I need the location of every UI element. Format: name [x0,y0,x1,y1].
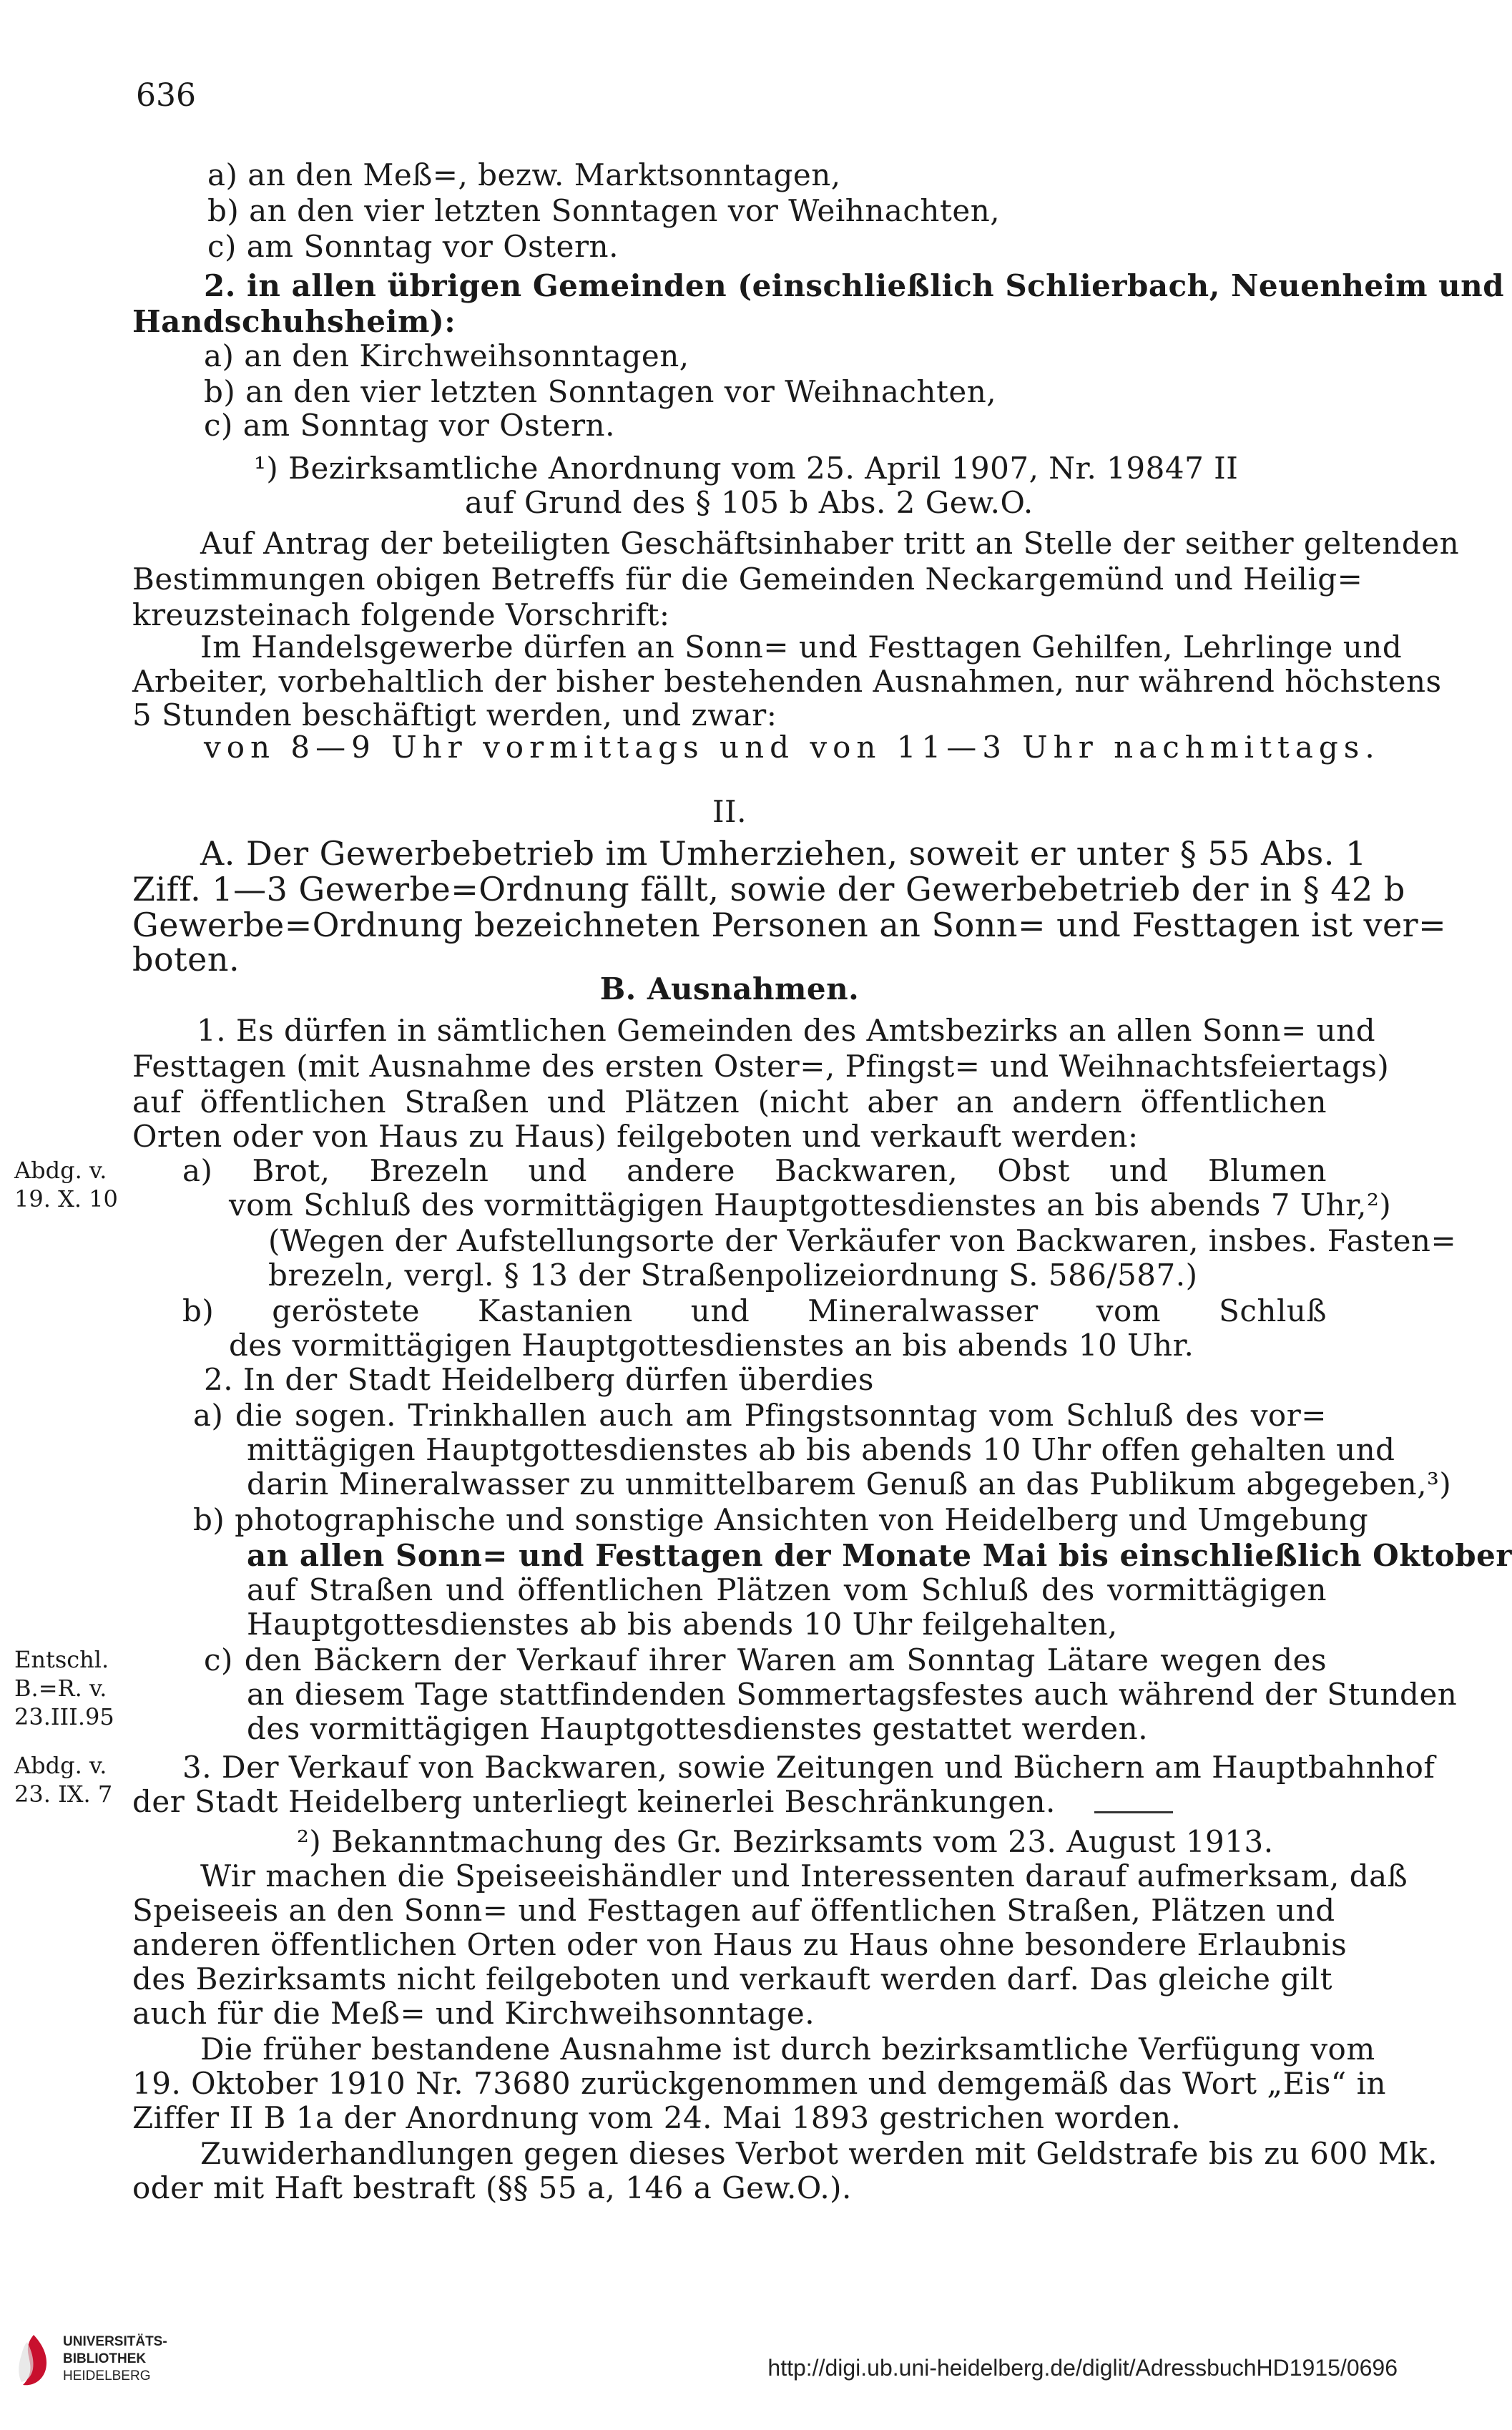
text-line: anderen öffentlichen Orten oder von Haus zu Haus ohne besondere Erlaubnis [132,1927,1347,1962]
text-line: 3. Der Verkauf von Backwaren, sowie Zeitungen und Büchern am Hauptbahnhof [182,1750,1435,1785]
text-line: Zuwiderhandlungen gegen dieses Verbot werden mit Geldstrafe bis zu 600 Mk. [200,2136,1438,2171]
text-line: 1. Es dürfen in sämtlichen Gemeinden des Amtsbezirks an allen Sonn= und [197,1013,1376,1048]
text-line: (Wegen der Aufstellungsorte der Verkäufer von Backwaren, insbes. Fasten= [268,1223,1457,1258]
text-line: Ziff. 1—3 Gewerbe=Ordnung fällt, sowie der Gewerbebetrieb der in § 42 b [132,870,1405,908]
text-line: kreuzsteinach folgende Vorschrift: [132,597,670,632]
margin-note [14,1751,112,1808]
text-line: auch für die Meß= und Kirchweihsonntage. [132,1996,815,2031]
text-line: Speiseeis an den Sonn= und Festtagen auf öffentlichen Straßen, Plätzen und [132,1893,1335,1928]
text-line: oder mit Haft bestraft (§§ 55 a, 146 a Gew.O.). [132,2170,852,2205]
text-line: Gewerbe=Ordnung bezeichneten Personen an Sonn= und Festtagen ist ver= [132,906,1447,944]
margin-note-line: Entschl. [14,1646,109,1673]
subsection-heading: B. Ausnahmen. [599,971,860,1006]
text-line: a) an den Meß=, bezw. Marktsonntagen, [207,157,841,192]
margin-note-line: Abdg. v. [14,1752,107,1779]
text-line: b) an den vier letzten Sonntagen vor Weihnachten, [204,374,997,409]
source-url-link[interactable]: http://digi.ub.uni-heidelberg.de/diglit/AdressbuchHD1915/0696 [767,2355,1398,2381]
library-name-line: HEIDELBERG [63,2368,151,2384]
text-line: brezeln, vergl. § 13 der Straßenpolizeiordnung S. 586/587.) [268,1258,1198,1293]
text-line: c) am Sonntag vor Ostern. [204,408,615,443]
margin-note-line: 19. X. 10 [14,1185,118,1212]
text-line: b) an den vier letzten Sonntagen vor Weihnachten, [207,193,1001,228]
text-line: Hauptgottesdienstes ab bis abends 10 Uhr feilgehalten, [247,1607,1118,1642]
text-line: an diesem Tage stattfindenden Sommertagsfestes auch während der Stunden [247,1677,1458,1712]
text-line: mittägigen Hauptgottesdienstes ab bis abends 10 Uhr offen gehalten und [247,1432,1395,1467]
text-line: b) photographische und sonstige Ansichten von Heidelberg und Umgebung [193,1502,1369,1537]
text-line: auf Straßen und öffentlichen Plätzen vom Schluß des vormittägigen [247,1572,1327,1607]
section-heading: II. [712,794,747,829]
text-line: der Stadt Heidelberg unterliegt keinerlei Beschränkungen. [132,1784,1056,1819]
text-line: vom Schluß des vormittägigen Hauptgottesdienstes an bis abends 7 Uhr,²) [229,1187,1392,1223]
text-line: a) die sogen. Trinkhallen auch am Pfingstsonntag vom Schluß des vor= [193,1398,1327,1433]
text-line: des vormittägigen Hauptgottesdienstes an bis abends 10 Uhr. [229,1328,1194,1363]
text-line: A. Der Gewerbebetrieb im Umherziehen, soweit er unter § 55 Abs. 1 [200,834,1367,873]
library-name-line: BIBLIOTHEK [63,2351,147,2366]
margin-note [14,1645,114,1731]
text-line: an allen Sonn= und Festtagen der Monate Mai bis einschließlich Oktober [247,1538,1512,1573]
text-line: a) an den Kirchweihsonntagen, [204,338,689,373]
text-line: boten. [132,940,240,979]
margin-note-line: Abdg. v. [14,1157,107,1184]
text-line: Bestimmungen obigen Betreffs für die Gemeinden Neckargemünd und Heilig= [132,562,1363,597]
text-line: des vormittägigen Hauptgottesdienstes gestattet werden. [247,1711,1149,1746]
text-line: c) den Bäckern der Verkauf ihrer Waren am Sonntag Lätare wegen des [204,1642,1327,1677]
margin-note-line: 23. IX. 7 [14,1780,113,1808]
text-line: Auf Antrag der beteiligten Geschäftsinhaber tritt an Stelle der seither geltenden [200,526,1460,561]
text-line: Im Handelsgewerbe dürfen an Sonn= und Festtagen Gehilfen, Lehrlinge und [200,629,1403,665]
text-line: Orten oder von Haus zu Haus) feilgeboten und verkauft werden: [132,1119,1139,1154]
text-line: 2. In der Stadt Heidelberg dürfen überdies [204,1362,874,1397]
footnote-heading: auf Grund des § 105 b Abs. 2 Gew.O. [465,485,1034,520]
footer-bar [0,2289,1433,2430]
margin-note [14,1156,118,1213]
text-line: a) Brot, Brezeln und andere Backwaren, Obst und Blumen [182,1153,1327,1188]
library-name-line: UNIVERSITÄTS- [63,2334,167,2349]
margin-note-line: 23.III.95 [14,1703,114,1730]
library-logo-icon [14,2332,53,2389]
text-line: 5 Stunden beschäftigt werden, und zwar: [132,697,777,733]
margin-note-line: B.=R. v. [14,1675,107,1702]
text-line: b) geröstete Kastanien und Mineralwasser vom Schluß [182,1293,1327,1328]
text-line: Ziffer II B 1a der Anordnung vom 24. Mai 1893 gestrichen worden. [132,2100,1182,2135]
text-line: Festtagen (mit Ausnahme des ersten Oster=, Pfingst= und Weihnachtsfeiertags) [132,1049,1390,1084]
text-line: von 8—9 Uhr vormittags und von 11—3 Uhr nachmittags. [204,730,1380,765]
page-number: 636 [136,77,196,114]
footnote-heading: ²) Bekanntmachung des Gr. Bezirksamts vom 23. August 1913. [297,1824,1274,1859]
text-line: des Bezirksamts nicht feilgeboten und verkauft werden darf. Das gleiche gilt [132,1961,1332,1997]
text-line: Handschuhsheim): [132,304,456,339]
text-line: 19. Oktober 1910 Nr. 73680 zurückgenommen und demgemäß das Wort „Eis“ in [132,2066,1387,2101]
text-line: 2. in allen übrigen Gemeinden (einschließlich Schlierbach, Neuenheim und [204,268,1505,303]
footnote-heading: ¹) Bezirksamtliche Anordnung vom 25. April 1907, Nr. 19847 II [254,451,1239,486]
separator-rule [1094,1811,1173,1813]
text-line: c) am Sonntag vor Ostern. [207,229,619,264]
text-line: Arbeiter, vorbehaltlich der bisher bestehenden Ausnahmen, nur während höchstens [132,664,1442,699]
text-line: Die früher bestandene Ausnahme ist durch bezirksamtliche Verfügung vom [200,2032,1375,2067]
text-line: auf öffentlichen Straßen und Plätzen (nicht aber an andern öffentlichen [132,1084,1327,1120]
text-line: darin Mineralwasser zu unmittelbarem Genuß an das Publikum abgegeben,³) [247,1466,1452,1501]
text-line: Wir machen die Speiseeishändler und Interessenten darauf aufmerksam, daß [200,1858,1408,1893]
